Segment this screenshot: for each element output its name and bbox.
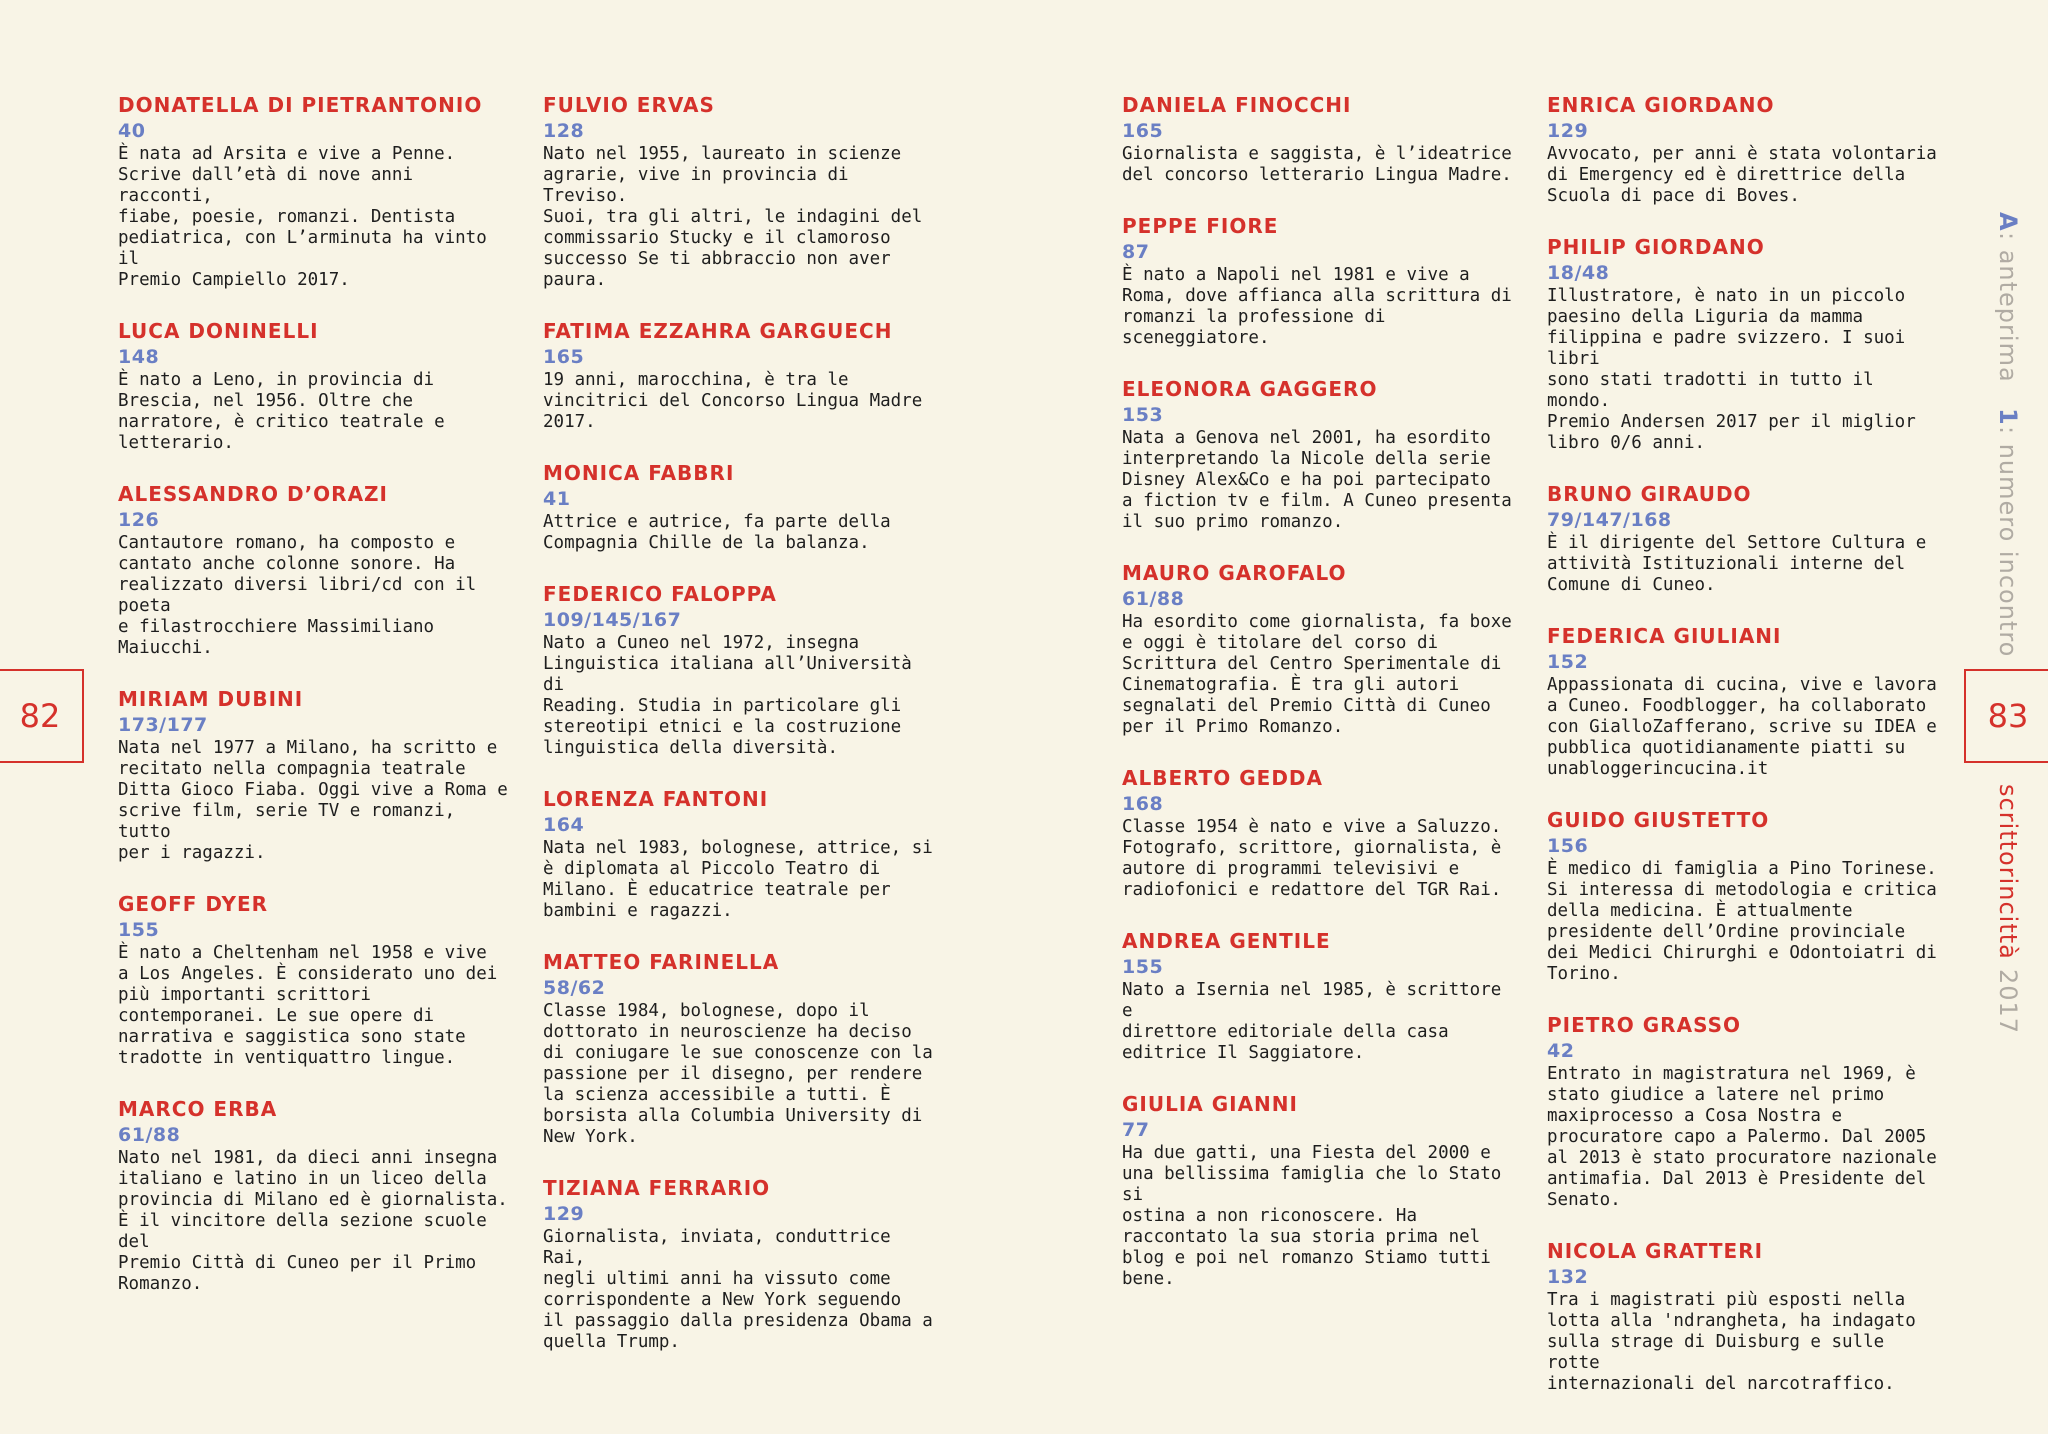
- author-page-refs: 165: [1122, 120, 1164, 142]
- author-page-refs: 18/48: [1547, 262, 1610, 284]
- author-bio: Giornalista, inviata, conduttrice Rai, negli ultimi anni ha vissuto come corrispondente a New York seguendo il passaggio dalla presidenza Obama a quella Trump.: [543, 1227, 933, 1352]
- author-page-refs: 155: [1122, 956, 1164, 978]
- author-bio: È nato a Cheltenham nel 1958 e vive a Los Angeles. È considerato uno dei più importanti scrittori contemporanei. Le sue opere di narrativa e saggistica sono state tradotte in ventiquattro lingue.: [118, 943, 498, 1068]
- column-1: [118, 92, 513, 1322]
- page-number-right: 83: [1964, 669, 2048, 763]
- author-bio: Nata nel 1983, bolognese, attrice, si è diplomata al Piccolo Teatro di Milano. È educatrice teatrale per bambini e ragazzi.: [543, 838, 933, 921]
- author-name: GUIDO GIUSTETTO: [1547, 808, 1770, 832]
- author-entry: [543, 318, 938, 433]
- author-page-refs: 42: [1547, 1040, 1575, 1062]
- author-name: PIETRO GRASSO: [1547, 1013, 1741, 1037]
- author-bio: Avvocato, per anni è stata volontaria di Emergency ed è direttrice della Scuola di pace di Boves.: [1547, 144, 1937, 206]
- column-2: [543, 92, 938, 1380]
- author-bio: Ha due gatti, una Fiesta del 2000 e una bellissima famiglia che lo Stato si ostina a non riconoscere. Ha raccontato la sua storia prima nel blog e poi nel romanzo Stiamo tutti bene.: [1122, 1143, 1502, 1289]
- author-page-refs: 41: [543, 488, 571, 510]
- author-name: ALESSANDRO D’ORAZI: [118, 482, 389, 506]
- section-number: 1: [1994, 408, 2022, 426]
- author-entry: [1547, 481, 1942, 596]
- author-page-refs: 129: [543, 1203, 585, 1225]
- author-bio: Nato a Cuneo nel 1972, insegna Linguistica italiana all’Università di Reading. Studia in particolare gli stereotipi etnici e la costruzione linguistica della diversità.: [543, 633, 912, 758]
- author-entry: [1122, 928, 1517, 1064]
- author-page-refs: 165: [543, 346, 585, 368]
- author-entry: [118, 686, 513, 864]
- section-anteprima-label: : anteprima: [1994, 231, 2022, 383]
- author-bio: Classe 1984, bolognese, dopo il dottorato in neuroscienze ha deciso di coniugare le sue conoscenze con la passione per il disegno, per rendere la scienza accessibile a tutti. È borsista alla Columbia University di New York.: [543, 1001, 933, 1147]
- author-entry: [1122, 92, 1517, 186]
- author-entry: [1122, 376, 1517, 533]
- column-4: [1547, 92, 1942, 1422]
- author-page-refs: 153: [1122, 404, 1164, 426]
- festival-brand: scrittorincittà: [1994, 784, 2022, 960]
- author-bio: È nato a Napoli nel 1981 e vive a Roma, dove affianca alla scrittura di romanzi la professione di sceneggiatore.: [1122, 265, 1512, 348]
- author-bio: Entrato in magistratura nel 1969, è stato giudice a latere nel primo maxiprocesso a Cosa Nostra e procuratore capo a Palermo. Dal 2005 al 2013 è stato procuratore nazionale antimafia. Dal 2013 è Presidente del Senato.: [1547, 1064, 1937, 1210]
- author-entry: [1547, 623, 1942, 780]
- author-entry: [1547, 1238, 1942, 1395]
- author-entry: [1547, 1012, 1942, 1211]
- author-page-refs: 129: [1547, 120, 1589, 142]
- author-name: MIRIAM DUBINI: [118, 687, 304, 711]
- author-bio: È medico di famiglia a Pino Torinese. Si interessa di metodologia e critica della medicina. È attualmente presidente dell’Ordine provinciale dei Medici Chirurghi e Odontoiatri di Torino.: [1547, 859, 1937, 984]
- author-name: MAURO GAROFALO: [1122, 561, 1347, 585]
- author-entry: [543, 1175, 938, 1353]
- author-name: NICOLA GRATTERI: [1547, 1239, 1764, 1263]
- author-page-refs: 148: [118, 346, 160, 368]
- author-entry: [1547, 92, 1942, 207]
- author-name: MARCO ERBA: [118, 1097, 278, 1121]
- author-name: DANIELA FINOCCHI: [1122, 93, 1352, 117]
- author-name: PEPPE FIORE: [1122, 214, 1279, 238]
- author-bio: È nata ad Arsita e vive a Penne. Scrive dall’età di nove anni racconti, fiabe, poesie, romanzi. Dentista pediatrica, con L’arminuta ha vinto il Premio Campiello 2017.: [118, 144, 487, 290]
- author-name: FATIMA EZZAHRA GARGUECH: [543, 319, 893, 343]
- author-name: LUCA DONINELLI: [118, 319, 319, 343]
- author-entry: [543, 949, 938, 1148]
- author-page-refs: 173/177: [118, 714, 208, 736]
- column-3: [1122, 92, 1517, 1317]
- author-page-refs: 128: [543, 120, 585, 142]
- author-page-refs: 132: [1547, 1266, 1589, 1288]
- author-page-refs: 152: [1547, 651, 1589, 673]
- author-page-refs: 79/147/168: [1547, 509, 1672, 531]
- author-page-refs: 58/62: [543, 977, 606, 999]
- author-bio: È nato a Leno, in provincia di Brescia, nel 1956. Oltre che narratore, è critico teatrale e letterario.: [118, 370, 445, 453]
- author-entry: [543, 581, 938, 759]
- author-entry: [118, 1096, 513, 1295]
- author-name: DONATELLA DI PIETRANTONIO: [118, 93, 483, 117]
- author-entry: [1547, 234, 1942, 454]
- author-bio: Classe 1954 è nato e vive a Saluzzo. Fotografo, scrittore, giornalista, è autore di programmi televisivi e radiofonici e redattore del TGR Rai.: [1122, 817, 1502, 900]
- author-name: ALBERTO GEDDA: [1122, 766, 1323, 790]
- author-name: MONICA FABBRI: [543, 461, 735, 485]
- author-name: GEOFF DYER: [118, 892, 269, 916]
- author-bio: Illustratore, è nato in un piccolo paesino della Liguria da mamma filippina e padre svizzero. I suoi libri sono stati tradotti in tutto il mondo. Premio Andersen 2017 per il miglior libro 0/6 anni.: [1547, 286, 1916, 453]
- author-entry: [1122, 1091, 1517, 1290]
- author-entry: [118, 318, 513, 454]
- author-name: BRUNO GIRAUDO: [1547, 482, 1752, 506]
- author-name: LORENZA FANTONI: [543, 787, 769, 811]
- author-entry: [543, 460, 938, 554]
- author-page-refs: 168: [1122, 793, 1164, 815]
- author-bio: Tra i magistrati più esposti nella lotta alla 'ndrangheta, ha indagato sulla strage di Duisburg e sulle rotte internazionali del narcotraffico.: [1547, 1290, 1916, 1394]
- author-entry: [118, 92, 513, 291]
- author-name: FULVIO ERVAS: [543, 93, 715, 117]
- festival-year: 2017: [1994, 968, 2022, 1034]
- page-number-left: 82: [0, 669, 84, 763]
- author-bio: Nato nel 1981, da dieci anni insegna italiano e latino in un liceo della provincia di Milano ed è giornalista. È il vincitore della sezione scuole del Premio Città di Cuneo per il Primo Romanzo.: [118, 1148, 508, 1294]
- author-bio: Nata a Genova nel 2001, ha esordito interpretando la Nicole della serie Disney Alex&Co e ha poi partecipato a fiction tv e film. A Cuneo presenta il suo primo romanzo.: [1122, 428, 1512, 532]
- author-bio: Nato a Isernia nel 1985, è scrittore e direttore editoriale della casa editrice Il Saggiatore.: [1122, 980, 1502, 1063]
- author-name: FEDERICA GIULIANI: [1547, 624, 1782, 648]
- author-bio: 19 anni, marocchina, è tra le vincitrici del Concorso Lingua Madre 2017.: [543, 370, 923, 432]
- section-letter: A: [1994, 212, 2022, 232]
- author-page-refs: 40: [118, 120, 146, 142]
- author-bio: Cantautore romano, ha composto e cantato anche colonne sonore. Ha realizzato diversi libri/cd con il poeta e filastrocchiere Massimiliano Maiucchi.: [118, 533, 477, 658]
- author-bio: È il dirigente del Settore Cultura e attività Istituzionali interne del Comune di Cuneo.: [1547, 533, 1927, 595]
- author-entry: [1122, 213, 1517, 349]
- author-entry: [1547, 807, 1942, 985]
- author-bio: Giornalista e saggista, è l’ideatrice del concorso letterario Lingua Madre.: [1122, 144, 1512, 185]
- author-bio: Nata nel 1977 a Milano, ha scritto e recitato nella compagnia teatrale Ditta Gioco Fiaba. Oggi vive a Roma e scrive film, serie TV e romanzi, tutto per i ragazzi.: [118, 738, 508, 863]
- author-name: FEDERICO FALOPPA: [543, 582, 777, 606]
- author-page-refs: 77: [1122, 1119, 1150, 1141]
- author-name: ELEONORA GAGGERO: [1122, 377, 1378, 401]
- author-name: MATTEO FARINELLA: [543, 950, 780, 974]
- author-entry: [543, 786, 938, 922]
- author-name: ANDREA GENTILE: [1122, 929, 1331, 953]
- author-page-refs: 87: [1122, 241, 1150, 263]
- author-entry: [543, 92, 938, 291]
- author-name: TIZIANA FERRARIO: [543, 1176, 771, 1200]
- author-page-refs: 126: [118, 509, 160, 531]
- section-numero-label: : numero incontro: [1994, 425, 2022, 658]
- section-label: [1984, 212, 2032, 657]
- author-bio: Appassionata di cucina, vive e lavora a Cuneo. Foodblogger, ha collaborato con GialloZafferano, scrive su IDEA e pubblica quotidianamente piatti su unabloggerincucina.it: [1547, 675, 1937, 779]
- author-name: PHILIP GIORDANO: [1547, 235, 1765, 259]
- author-entry: [1122, 560, 1517, 738]
- author-page-refs: 156: [1547, 835, 1589, 857]
- author-name: ENRICA GIORDANO: [1547, 93, 1775, 117]
- author-bio: Nato nel 1955, laureato in scienze agrarie, vive in provincia di Treviso. Suoi, tra gli altri, le indagini del commissario Stucky e il clamoroso successo Se ti abbraccio non aver paura.: [543, 144, 923, 290]
- author-page-refs: 61/88: [118, 1124, 181, 1146]
- author-page-refs: 155: [118, 919, 160, 941]
- author-bio: Ha esordito come giornalista, fa boxe e oggi è titolare del corso di Scrittura del Centro Sperimentale di Cinematografia. È tra gli autori segnalati del Premio Città di Cuneo per il Primo Romanzo.: [1122, 612, 1512, 737]
- author-entry: [1122, 765, 1517, 901]
- author-entry: [118, 891, 513, 1069]
- author-page-refs: 109/145/167: [543, 609, 682, 631]
- author-page-refs: 61/88: [1122, 588, 1185, 610]
- author-entry: [118, 481, 513, 659]
- author-name: GIULIA GIANNI: [1122, 1092, 1298, 1116]
- author-page-refs: 164: [543, 814, 585, 836]
- festival-label: [1984, 784, 2032, 1034]
- author-bio: Attrice e autrice, fa parte della Compagnia Chille de la balanza.: [543, 512, 891, 553]
